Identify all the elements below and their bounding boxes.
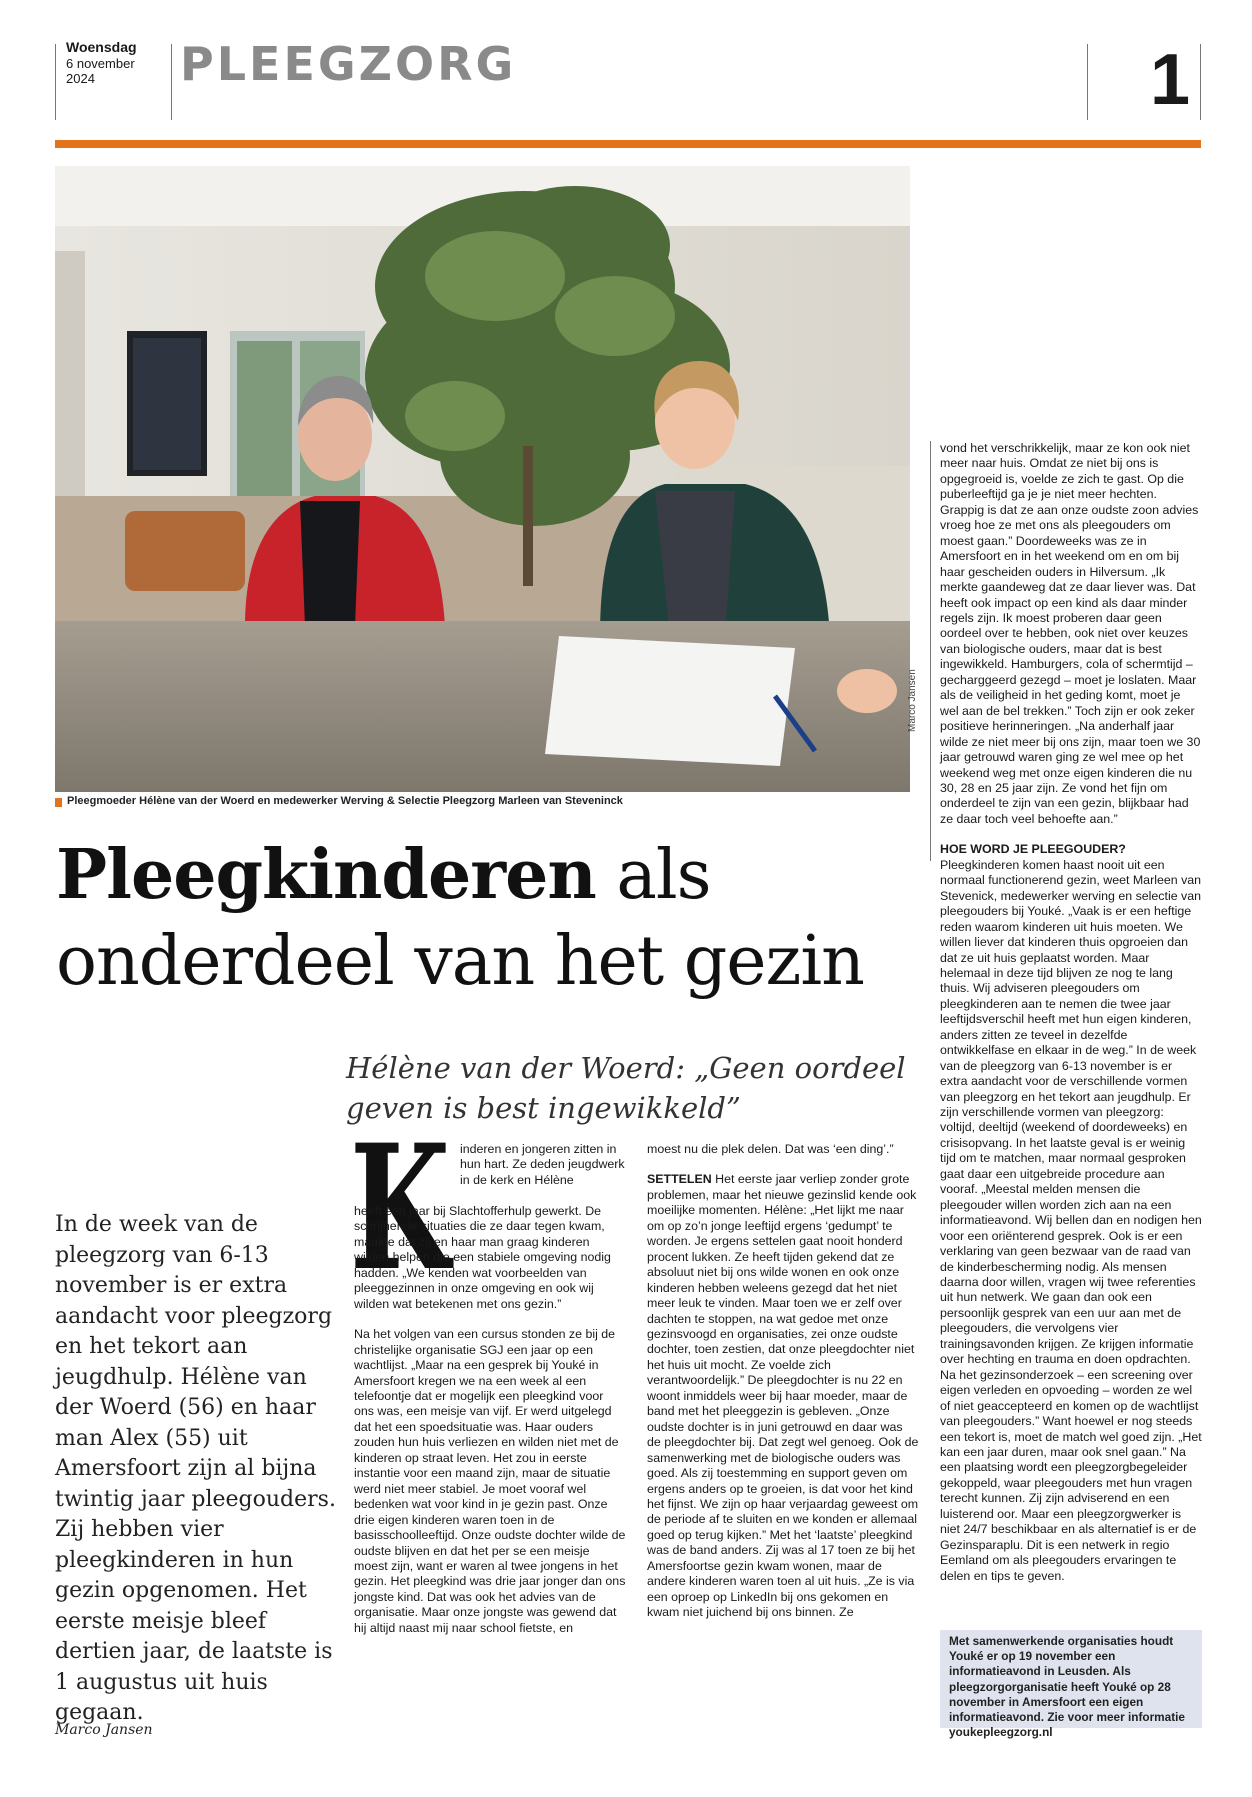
column-3 xyxy=(940,441,1202,1584)
column-1-opening: inderen en jongeren zitten in hun hart. Ze deden jeugdwerk in de kerk en Hélène xyxy=(460,1142,625,1187)
article-byline: Marco Jansen xyxy=(55,1722,153,1738)
column-1-paragraph: heeft een jaar bij Slachtofferhulp gewerkt. De schrijnende situaties die ze daar tegen kwam, maakte dat zij en haar man graag kinderen wilden helpen die een stabiele omgeving nodig hadden. „We kenden wat voorbeelden van pleeggezinnen in onze omgeving en ook wij wilden wat betekenen met ons gezin.” xyxy=(354,1204,611,1311)
caption-marker-icon xyxy=(55,798,62,807)
column-2-lead: SETTELEN xyxy=(647,1172,712,1187)
column-3-text: Pleegkinderen komen haast nooit uit een normaal functionerend gezin, weet Marleen van Stevenick, medewerker werving en selectie van pleegouders bij Youké. „Vaak is er een heftige reden waarom kinderen uit huis moeten. We willen liever dat kinderen thuis opgroeien dan dat ze uit huis geplaatst worden. Maar helemaal in deze tijd blijven ze nog te lang thuis. Wij adviseren pleegouders om pleegkinderen aan te nemen die twee jaar leeftijdsverschil heeft met hun eigen kinderen, anders zitten ze teveel in dezelfde ontwikkelfase en elkaar in de weg.” In de week van de pleegzorg van 6-13 november is er extra aandacht voor de verschillende vormen van pleegzorg en het tekort aan jeugdhulp. Er zijn verschillende vormen van pleegzorg: voltijd, deeltijd (weekend of doordeweeks) en crisisopvang. In het laatste geval is er weinig tijd om te matchen, maar normaal gesproken gaat daar een uitgebreide procedure aan vooraf. „Meestal melden mensen die pleegouder willen worden zich aan na een informatieavond. Wij bellen dan en nodigen hen voor een oriënterend gesprek. Ook is er een verklaring van geen bezwaar van de raad van de kinderbescherming nodig. Als mensen daarna door willen, vragen wij twee referenties uit hun netwerk. We gaan dan ook een persoonlijk gesprek van een uur aan met de pleegouders, die vervolgens vier trainingsavonden krijgen. Ze krijgen informatie over hechting en trauma en doen opdrachten. Na het gezinsonderzoek – een screening over eigen verleden en opvoeding – worden ze wel of niet geaccepteerd en komen op de wachtlijst van pleegouders.” Want hoewel er nog steeds een tekort is, moet de match wel goed zijn. „Het kan een jaar duren, maar ook snel gaan.” Na een plaatsing wordt een pleegzorgbegeleider gekoppeld, waar pleegouders met hun vragen terecht kunnen. Zij zijn adviserend en een luisterend oor. Maar een pleegzorgwerker is niet 24/7 beschikbaar en als alternatief is er de Gezinsparaplu. Dit is een netwerk in regio Eemland om als pleegouders ervaringen te delen en tips te geven. xyxy=(940,857,1202,1583)
article-photo xyxy=(55,166,910,792)
section-title: PLEEGZORG xyxy=(180,37,517,91)
header-divider-end xyxy=(1200,44,1201,120)
drop-cap-letter: K xyxy=(350,1140,454,1276)
photo-caption: Pleegmoeder Hélène van der Woerd en medewerker Werving & Selectie Pleegzorg Marleen van Steveninck xyxy=(67,795,623,807)
page-number: 1 xyxy=(1149,40,1191,120)
column-1 xyxy=(354,1204,626,1636)
article-intro: In de week van de pleegzorg van 6-13 november is er extra aandacht voor pleegzorg en het tekort aan jeugdhulp. Hélène van der Woerd (56) en haar man Alex (55) uit Amersfoort zijn al bijna twintig jaar pleegouders. Zij hebben vier pleegkinderen in hun gezin opgenomen. Het eerste meisje bleef dertien jaar, de laatste is 1 augustus uit huis gegaan. xyxy=(55,1212,336,1725)
header-divider-right xyxy=(1087,44,1088,120)
column-3-paragraph xyxy=(940,842,1202,1584)
header-date: 6 november 2024 xyxy=(66,56,135,86)
column-3-lead: HOE WORD JE PLEEGOUDER? xyxy=(940,842,1126,857)
column-2 xyxy=(647,1142,919,1621)
header-day: Woensdag xyxy=(66,39,137,55)
header-divider-left xyxy=(55,44,56,120)
column-3-divider xyxy=(930,441,931,861)
column-3-paragraph: vond het verschrikkelijk, maar ze kon ook niet meer naar huis. Omdat ze niet bij ons is opgegroeid is, voelde ze zich te gast. Op die puberleeftijd ga je je niet meer hechten. Grappig is dat ze aan onze oudste zoon advies vroeg hoe ze met ons als pleegouders om moest gaan.” Doordeweeks was ze in Amersfoort en in het weekend om en om bij haar gescheiden ouders in Hilversum. „Ik merkte gaandeweg dat ze daar liever was. Dat heeft ook impact op een kind als daar minder regels zijn. Ik moest proberen daar geen oordeel over te hebben, ook niet over keuzes van biologische ouders, maar dat is best ingewikkeld. Hamburgers, cola of schermtijd – gecharggeerd gezegd – moet je loslaten. Maar als de veiligheid in het geding komt, moet je wel aan de bel trekken.” Toch zijn er ook zeker positieve herinneringen. „Na anderhalf jaar wilde ze niet meer bij ons zijn, maar toen we 30 jaar getrouwd waren ging ze wel mee op het weekend weg met onze eigen kinderen die nu 30, 28 en 25 jaar zijn. Ze vond het fijn om onderdeel te zijn van een gezin, blijkbaar had ze daar toch veel behoefte aan.” xyxy=(940,441,1201,826)
column-2-paragraph xyxy=(647,1172,919,1620)
column-2-text: Het eerste jaar verliep zonder grote problemen, maar het nieuwe gezinslid kende ook moeilijke momenten. Hélène: „Het lijkt me naar om op zo’n jonge leeftijd ergens ‘gedumpt’ te worden. Je ergens settelen gaat nooit honderd procent lukken. Ze heeft tijden gekend dat ze absoluut niet bij ons wilde wonen en ook onze kinderen hebben weleens gezegd dat het niet meer leuk te vinden. Maar toen we er zelf over dachten te stoppen, na wat gedoe met onze gezinsvoogd en organisaties, zei onze oudste dochter, toen zestien, dat onze pleegdochter niet het huis uit mocht. Ze voelde zich verantwoordelijk.” De pleegdochter is nu 22 en woont inmiddels weer bij haar moeder, maar de band met het pleeggezin is gebleven. „Onze oudste dochter is in juni getrouwd en daar was de pleegdochter bij. Dat zegt wel genoeg. Ook de samenwerking met de biologische ouders was goed. Als zij toestemming en support geven om ergens anders op te groeien, is dat voor het kind het fijnst. We zijn op haar verjaardag geweest om de periode af te sluiten en we konden er allemaal goed op terug kijken.” Met het ‘laatste’ pleegkind was de band anders. Zij was al 17 toen ze bij het Amersfoortse gezin kwam wonen, maar de andere kinderen waren toen al uit huis. „Ze is via een oproep op LinkedIn bij ons gekomen en kwam niet juichend bij ons binnen. Ze xyxy=(647,1172,919,1620)
article-headline xyxy=(56,832,916,1005)
column-1-paragraph: Na het volgen van een cursus stonden ze bij de christelijke organisatie SGJ een jaar op een wachtlijst. „Maar na een gesprek bij Youké in Amersfoort kregen we na een week al een telefoontje dat er mogelijk een pleegkind voor ons was, een meisje van vijf. Er werd uitgelegd dat het een spoedsituatie was. Haar ouders zouden hun huis verliezen en wilden niet met de kinderen op straat leven. Het zou in eerste instantie voor een maand zijn, maar de situatie werd niet meer stabiel. Je moet vooraf wel bedenken wat voor kind in je gezin past. Onze drie eigen kinderen waren toen in de basisschoolleeftijd. Onze oudste dochter wilde de oudste blijven en dat het per se een meisje moest zijn, want er waren al twee jongens in het gezin. Het pleegkind was drie jaar jonger dan ons jongste kind. Dat was ook het advies van de organisatie. Maar onze jongste was gewend dat hij altijd naast mij naar school fietste, en xyxy=(354,1327,626,1635)
column-2-paragraph: moest nu die plek delen. Dat was ‘een ding’.” xyxy=(647,1142,894,1156)
headline-rest: als onderdeel van het gezin xyxy=(56,836,864,1001)
photo-credit: Marco Jansen xyxy=(907,669,918,732)
accent-bar xyxy=(55,140,1201,148)
info-box: Met samenwerkende organisaties houdt Youké er op 19 november een informatieavond in Leusden. Als pleegzorgorganisatie heeft Youké op 28 november in Amersfoort een eigen informatieavond. Zie voor meer informatie youkepleegzorg.nl xyxy=(940,1630,1202,1728)
header-divider-mid xyxy=(171,44,172,120)
headline-bold-word: Pleegkinderen xyxy=(56,835,596,915)
article-subheadline: Hélène van der Woerd: „Geen oordeel geven is best ingewikkeld” xyxy=(346,1051,906,1125)
